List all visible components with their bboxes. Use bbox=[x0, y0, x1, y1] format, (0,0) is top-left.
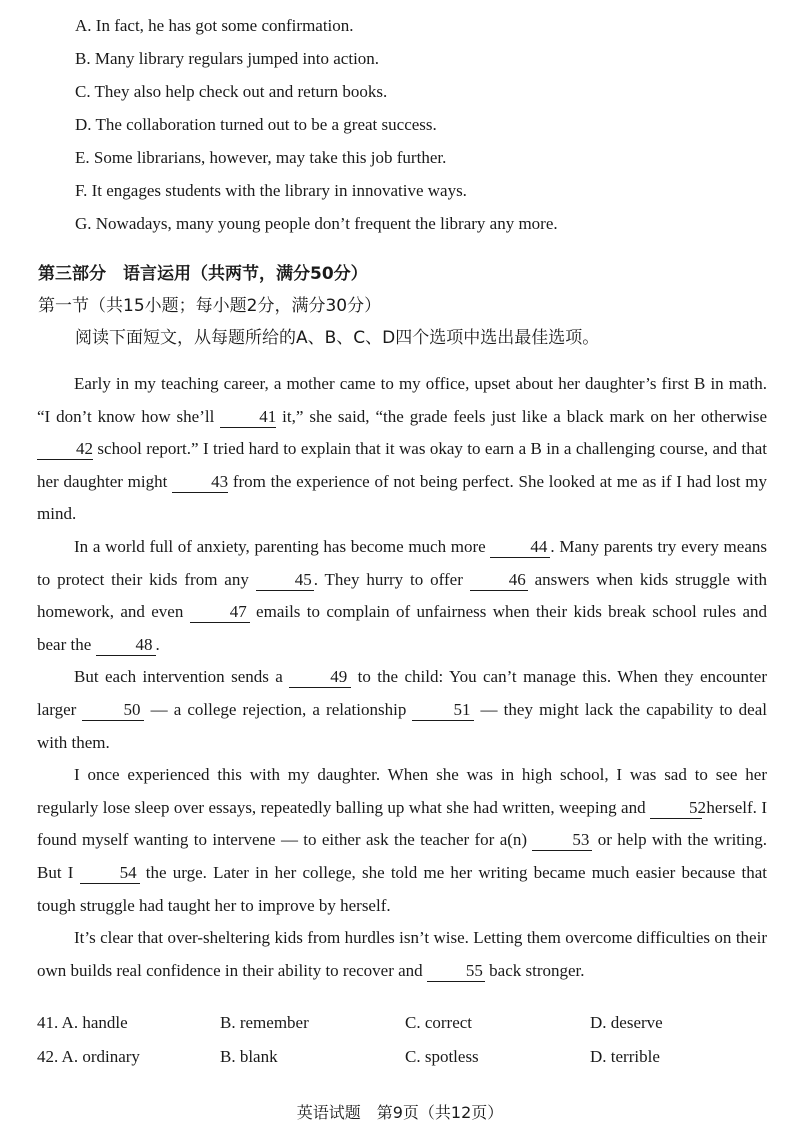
passage-text: herself. I found myself wanting to intervene — to either ask the teacher for a(n) bbox=[37, 797, 767, 850]
blank-54: 54 bbox=[80, 863, 140, 884]
passage-text: back stronger. bbox=[484, 960, 585, 980]
choice-42-d: D. terrible bbox=[590, 1047, 660, 1066]
blank-49: 49 bbox=[289, 667, 351, 688]
choice-41-b: B. remember bbox=[220, 1013, 309, 1032]
passage-text: or help with the writing. But I bbox=[37, 830, 767, 882]
passage-text: . They hurry to offer bbox=[313, 569, 470, 589]
paragraph-2 bbox=[37, 531, 767, 661]
passage-text: — they might lack the capability to deal with them. bbox=[37, 699, 767, 752]
passage-text: emails to complain of unfairness when their kids break school rules and bear the bbox=[37, 602, 767, 654]
passage-text: from the experience of not being perfect. She looked at me as if I had lost my mind. bbox=[37, 471, 767, 524]
choice-41-a: 41. A. handle bbox=[37, 1013, 128, 1032]
blank-42: 42 bbox=[37, 439, 93, 460]
passage-text: . bbox=[155, 634, 160, 654]
choice-41-d: D. deserve bbox=[590, 1013, 663, 1032]
option-f: F. It engages students with the library in innovative ways. bbox=[75, 181, 467, 200]
cloze-passage bbox=[37, 368, 767, 987]
passage-text: In a world full of anxiety, parenting has become much more bbox=[74, 536, 491, 556]
passage-text: — a college rejection, a relationship bbox=[144, 699, 413, 719]
option-c: C. They also help check out and return books. bbox=[75, 82, 388, 101]
blank-45: 45 bbox=[256, 570, 314, 591]
choice-41-c: C. correct bbox=[405, 1013, 473, 1032]
passage-text: . Many parents try every means to protect their kids from any bbox=[37, 536, 767, 589]
blank-47: 47 bbox=[190, 602, 250, 623]
passage-text: But each intervention sends a bbox=[74, 667, 290, 687]
passage-text: It’s clear that over-sheltering kids from hurdles isn’t wise. Letting them overcome difficulties on their own builds real confidence in their ability to recover and bbox=[37, 928, 767, 980]
blank-41: 41 bbox=[220, 407, 276, 428]
page-footer: 英语试题 第9页（共12页） bbox=[296, 1103, 504, 1122]
subsection-title: 第一节（共15小题；每小题2分，满分30分） bbox=[38, 296, 382, 316]
passage-text: Early in my teaching career, a mother came to my office, upset about her daughter’s first B in math. “I don’t know how she’ll bbox=[37, 374, 767, 426]
choice-42-a: 42. A. ordinary bbox=[37, 1047, 140, 1066]
instruction: 阅读下面短文，从每题所给的A、B、C、D四个选项中选出最佳选项。 bbox=[75, 328, 600, 348]
paragraph-3 bbox=[37, 661, 767, 759]
blank-46: 46 bbox=[470, 570, 528, 591]
option-e: E. Some librarians, however, may take this job further. bbox=[75, 148, 447, 167]
blank-50: 50 bbox=[82, 700, 144, 721]
paragraph-1 bbox=[37, 368, 767, 531]
passage-text: to the child: You can’t manage this. When they encounter larger bbox=[37, 667, 767, 719]
blank-44: 44 bbox=[490, 537, 550, 558]
blank-52: 52 bbox=[650, 798, 702, 819]
blank-48: 48 bbox=[96, 635, 156, 656]
passage-text: school report.” I tried hard to explain that it was okay to earn a B in a challenging course, and that her daughter might bbox=[37, 439, 767, 491]
blank-55: 55 bbox=[427, 961, 485, 982]
part-title: 第三部分 语言运用（共两节，满分50分） bbox=[38, 264, 368, 284]
paragraph-5 bbox=[37, 922, 767, 987]
choice-42-b: B. blank bbox=[220, 1047, 278, 1066]
option-b: B. Many library regulars jumped into action. bbox=[75, 49, 380, 68]
option-d: D. The collaboration turned out to be a great success. bbox=[75, 115, 437, 134]
paragraph-4 bbox=[37, 759, 767, 922]
blank-53: 53 bbox=[532, 830, 592, 851]
choice-42-c: C. spotless bbox=[405, 1047, 479, 1066]
passage-text: I once experienced this with my daughter. When she was in high school, I was sad to see her regularly lose sleep over essays, repeatedly balling up what she had written, weeping and bbox=[37, 765, 767, 817]
blank-43: 43 bbox=[172, 472, 228, 493]
blank-51: 51 bbox=[412, 700, 474, 721]
passage-text: it,” she said, “the grade feels just like a black mark on her otherwise bbox=[276, 406, 767, 426]
passage-text: answers when kids struggle with homework, and even bbox=[37, 569, 767, 622]
passage-text: the urge. Later in her college, she told me her writing became much easier because that tough struggle had taught her to improve by herself. bbox=[37, 862, 767, 915]
option-a: A. In fact, he has got some confirmation. bbox=[75, 16, 354, 35]
option-g: G. Nowadays, many young people don’t frequent the library any more. bbox=[75, 214, 558, 233]
